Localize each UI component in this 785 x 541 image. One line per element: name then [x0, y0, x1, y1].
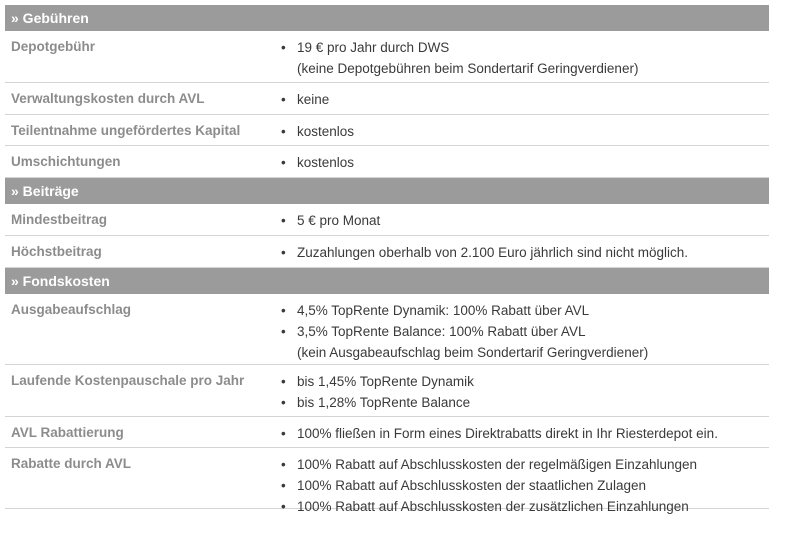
bullet-icon: • [281, 155, 286, 170]
list-item-text: 100% Rabatt auf Abschlusskosten der zusätzlichen Einzahlungen [297, 499, 689, 514]
row-label: Verwaltungskosten durch AVL [11, 91, 205, 106]
list-item-text: 4,5% TopRente Dynamik: 100% Rabatt über AVL [297, 303, 590, 318]
list-item [275, 300, 769, 321]
row-note: (keine Depotgebühren beim Sondertarif Geringverdiener) [297, 61, 639, 76]
list-item-text: keine [297, 92, 330, 107]
list-item [275, 496, 769, 517]
row-label: Laufende Kostenpauschale pro Jahr [11, 373, 245, 388]
row-label: Umschichtungen [11, 154, 121, 169]
row-label: Teilentnahme ungefördertes Kapital [11, 123, 241, 138]
section-header: » Fondskosten [5, 268, 769, 294]
table-row [5, 448, 769, 514]
bullet-icon: • [281, 457, 286, 472]
table-row [5, 417, 769, 448]
list-item-text: 100% Rabatt auf Abschlusskosten der staatlichen Zulagen [297, 478, 646, 493]
list-item-text: 100% fließen in Form eines Direktrabatts direkt in Ihr Riesterdepot ein. [297, 426, 718, 441]
list-item [275, 210, 769, 231]
section-header: » Gebühren [5, 5, 769, 31]
row-value [275, 365, 769, 416]
list-item-text: 3,5% TopRente Balance: 100% Rabatt über AVL [297, 324, 586, 339]
table-row [5, 83, 769, 115]
table-row [5, 236, 769, 268]
table-row [5, 294, 769, 365]
list-item [275, 454, 769, 475]
list-item [275, 321, 769, 342]
bullet-icon: • [281, 324, 286, 339]
list-item [275, 423, 769, 444]
bullet-icon: • [281, 40, 286, 55]
list-item-text: kostenlos [297, 155, 355, 170]
list-item-text: Zuzahlungen oberhalb von 2.100 Euro jährlich sind nicht möglich. [297, 245, 688, 260]
list-item-text: bis 1,28% TopRente Balance [297, 395, 471, 410]
row-value [275, 204, 769, 235]
section-header: » Beiträge [5, 178, 769, 204]
row-value [275, 236, 769, 267]
table-row [5, 204, 769, 236]
row-label: Ausgabeaufschlag [11, 302, 132, 317]
list-item-text: 5 € pro Monat [297, 213, 381, 228]
bullet-icon: • [281, 478, 286, 493]
list-item-text: kostenlos [297, 124, 355, 139]
row-label: Höchstbeitrag [11, 244, 102, 259]
list-item [275, 475, 769, 496]
row-label: AVL Rabattierung [11, 425, 124, 440]
row-value [275, 146, 769, 177]
table-row [5, 31, 769, 83]
bullet-icon: • [281, 303, 286, 318]
table-row [5, 365, 769, 417]
row-label: Rabatte durch AVL [11, 456, 132, 471]
list-item [275, 37, 769, 58]
list-item-text: 19 € pro Jahr durch DWS [297, 40, 450, 55]
row-value [275, 31, 769, 82]
row-label: Depotgebühr [11, 39, 95, 54]
bullet-icon: • [281, 245, 286, 260]
bullet-icon: • [281, 213, 286, 228]
bullet-icon: • [281, 499, 286, 514]
row-note: (kein Ausgabeaufschlag beim Sondertarif Geringverdiener) [297, 345, 649, 360]
list-item [275, 89, 769, 110]
bullet-icon: • [281, 124, 286, 139]
row-value [275, 115, 769, 145]
row-value [275, 417, 769, 447]
list-item [275, 121, 769, 142]
list-item [275, 392, 769, 413]
list-item-text: bis 1,45% TopRente Dynamik [297, 374, 474, 389]
row-label: Mindestbeitrag [11, 212, 108, 227]
bullet-icon: • [281, 374, 286, 389]
table-row [5, 146, 769, 178]
bullet-icon: • [281, 92, 286, 107]
bullet-icon: • [281, 426, 286, 441]
list-item [275, 242, 769, 263]
list-item [275, 152, 769, 173]
list-item-text: 100% Rabatt auf Abschlusskosten der regelmäßigen Einzahlungen [297, 457, 698, 472]
list-item [275, 371, 769, 392]
row-value [275, 83, 769, 114]
bullet-icon: • [281, 395, 286, 410]
table-row [5, 115, 769, 146]
fees-table [5, 5, 769, 514]
row-value [275, 448, 769, 514]
row-value [275, 294, 769, 364]
